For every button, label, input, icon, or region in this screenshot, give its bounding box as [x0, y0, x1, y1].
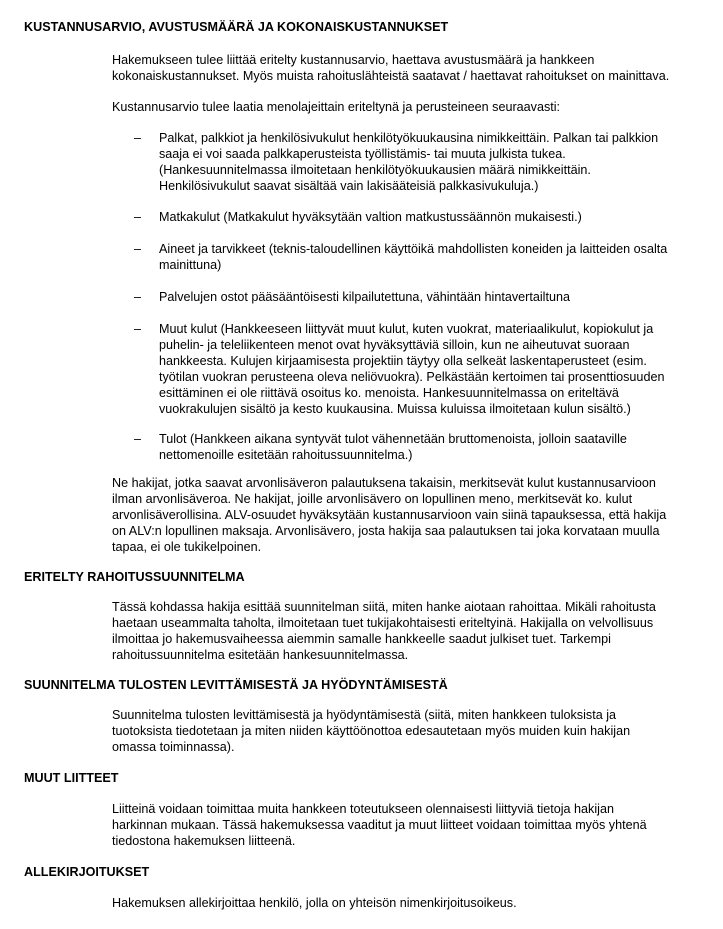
dash-bullet: –: [134, 290, 142, 304]
text-line: (Hankesuunnitelmassa ilmoitetaan henkilötyökuukausien määrä nimikkeittäin.: [159, 163, 591, 177]
text-line: mainittuna): [159, 258, 222, 272]
text-line: Tulot (Hankkeen aikana syntyvät tulot vähennetään bruttomenoista, jolloin saataville: [159, 432, 627, 446]
paragraph-dissemination: [112, 707, 712, 755]
dash-bullet: –: [134, 322, 142, 336]
text-line: Hakemukseen tulee liittää eritelty kustannusarvio, haettava avustusmäärä ja hankkeen: [112, 53, 595, 67]
text-line: saaja ei voi saada palkkaperusteista työllistämis- tai muuta julkista tukea.: [159, 147, 566, 161]
text-line: omassa toiminnassa).: [112, 740, 235, 754]
text-line: Matkakulut (Matkakulut hyväksytään valtion matkustussäännön mukaisesti.): [159, 210, 582, 224]
text-line: on ALV:n lopullinen maksaja. Arvonlisävero, josta hakija saa palautuksen tai joka korvataan muulla: [112, 524, 660, 538]
list-item-text: [159, 289, 714, 305]
text-line: vuokrakulujen sisältö ja kesto kuukausina. Muissa kuluissa ilmoitetaan kulun sisältö.): [159, 402, 631, 416]
text-line: arvonlisäverollisina. ALV-osuudet hyväksytään kustannusarvioon vain siinä tapauksessa, että hakija: [112, 508, 667, 522]
paragraph-costs-intro: [112, 52, 712, 84]
text-line: Palkat, palkkiot ja henkilösivukulut henkilötyökuukausina nimikkeittäin. Palkan tai palkkion: [159, 131, 659, 145]
text-line: Kustannusarvio tulee laatia menolajeittain eriteltynä ja perusteineen seuraavasti:: [112, 100, 561, 114]
text-line: tapaa, ei ole tukikelpoinen.: [112, 540, 262, 554]
list-item-text: [159, 321, 714, 417]
section-heading-financing: ERITELTY RAHOITUSSUUNNITELMA: [24, 570, 245, 584]
text-line: kokonaiskustannukset. Myös muista rahoituslähteistä saatavat / haettavat rahoitukset on mainittava.: [112, 69, 670, 83]
text-line: ilman arvonlisäveroa. Ne hakijat, joille arvonlisävero on lopullinen meno, merkitsevät ko. kulut: [112, 492, 633, 506]
text-line: Liitteinä voidaan toimittaa muita hankkeen toteutukseen olennaisesti liittyviä tietoja hakijan: [112, 802, 614, 816]
paragraph-financing: [112, 599, 712, 663]
text-line: Ne hakijat, jotka saavat arvonlisäveron palautuksena takaisin, merkitsevät kulut kustannusarvioon: [112, 476, 656, 490]
text-line: nettomenoille esitetään rahoitussuunnitelma.): [159, 448, 413, 462]
dash-bullet: –: [134, 242, 142, 256]
section-heading-signatures: ALLEKIRJOITUKSET: [24, 865, 150, 879]
text-line: Tässä kohdassa hakija esittää suunnitelman siitä, miten hanke aiotaan rahoittaa. Mikäli rahoitusta: [112, 600, 656, 614]
text-line: harkinnan mukaan. Tässä hakemuksessa vaaditut ja muut liitteet voidaan toimittaa myös yhtenä: [112, 818, 647, 832]
text-line: tuotoksista tiedotetaan ja miten niiden käyttöönottoa edesautetaan myös muiden kuin hakijan: [112, 724, 631, 738]
text-line: Hakemuksen allekirjoittaa henkilö, jolla on yhteisön nimenkirjoitusoikeus.: [112, 896, 517, 910]
paragraph-attachments: [112, 801, 712, 849]
paragraph-signatures: [112, 895, 712, 911]
text-line: Muut kulut (Hankkeeseen liittyvät muut kulut, kuten vuokrat, materiaalikulut, kopiokulut ja: [159, 322, 654, 336]
text-line: ilmoittaa jo hakemusvaiheessa aiemmin samalle hankkeelle saadut julkiset tuet. Tarkempi: [112, 632, 611, 646]
text-line: Henkilösivukulut saavat sisältää vain lakisääteisiä palkkasivukuluja.): [159, 179, 539, 193]
text-line: tiedostona hakemuksen liitteenä.: [112, 834, 296, 848]
text-line: Palvelujen ostot pääsääntöisesti kilpailutettuna, vähintään hintavertailtuna: [159, 290, 570, 304]
text-line: rahoitussuunnitelma esitetään hankesuunnitelmassa.: [112, 648, 409, 662]
section-heading-attachments: MUUT LIITTEET: [24, 771, 119, 785]
text-line: Aineet ja tarvikkeet (teknis-taloudellinen käyttöikä mahdollisten koneiden ja laitteiden osalta: [159, 242, 668, 256]
list-item-text: [159, 241, 714, 273]
text-line: esittäminen ei ole riittävä osoitus ko. menoista. Hankesuunnitelmassa on eriteltävä: [159, 386, 619, 400]
paragraph-vat: [112, 475, 712, 555]
text-line: puhelin- ja teleliikenteen menot ovat hyväksyttäviä silloin, kun ne aiheutuvat suoraan: [159, 338, 630, 352]
text-line: hankkeesta. Kulujen kirjaamisesta projektiin täytyy olla selkeät laskentaperusteet (esim.: [159, 354, 647, 368]
dash-bullet: –: [134, 432, 142, 446]
list-item-text: [159, 130, 714, 194]
list-item-text: [159, 431, 714, 463]
section-heading-dissemination: SUUNNITELMA TULOSTEN LEVITTÄMISESTÄ JA HYÖDYNTÄMISESTÄ: [24, 678, 448, 692]
dash-bullet: –: [134, 210, 142, 224]
dash-bullet: –: [134, 131, 142, 145]
text-line: työtilan vuokran perusteena oleva neliövuokra). Pelkästään kertoimen tai prosenttiosuuden: [159, 370, 665, 384]
text-line: Suunnitelma tulosten levittämisestä ja hyödyntämisestä (siitä, miten hankkeen tuloksista ja: [112, 708, 617, 722]
text-line: haetaan useammalta taholta, ilmoitetaan tuet tukijakohtaisesti eriteltyinä. Hakijalla on velvollisuus: [112, 616, 654, 630]
section-heading-costs: KUSTANNUSARVIO, AVUSTUSMÄÄRÄ JA KOKONAISKUSTANNUKSET: [24, 20, 449, 34]
list-item-text: [159, 209, 714, 225]
paragraph-costs-lead: [112, 99, 712, 115]
